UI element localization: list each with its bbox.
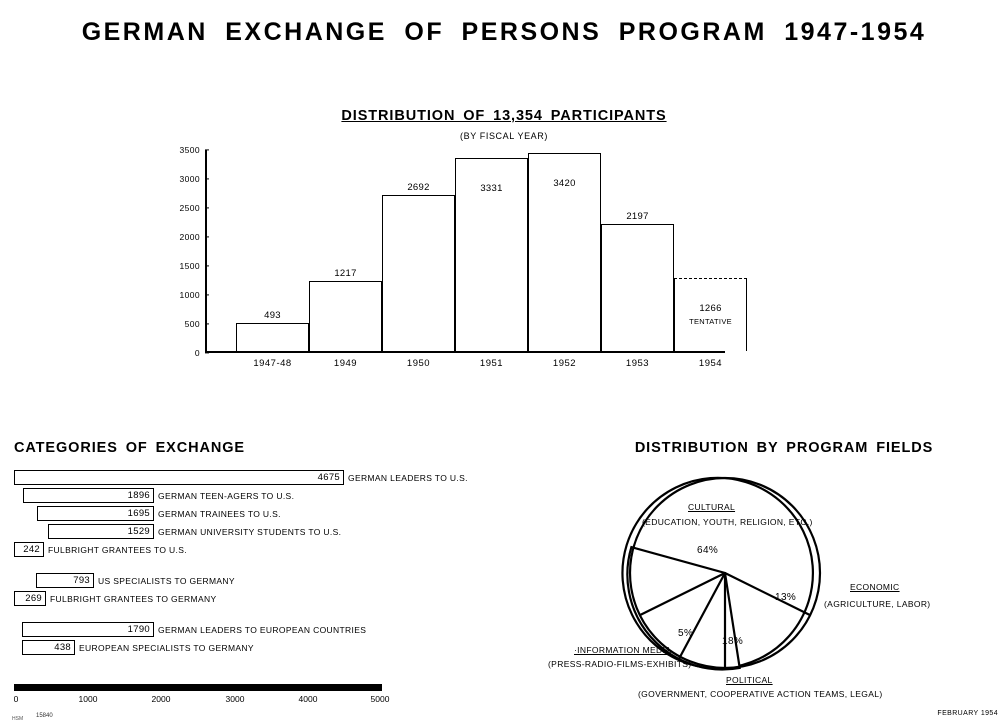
page-title: GERMAN EXCHANGE OF PERSONS PROGRAM 1947-1954 (81, 18, 927, 46)
bar-value-1947-48: 493 (264, 309, 281, 321)
scale-tick-3000: 3000 (225, 694, 245, 704)
category-bar-fulbright-us: 242 (14, 542, 44, 557)
pie-sublabel-information: (PRESS-RADIO-FILMS-EXHIBITS) (548, 659, 692, 669)
y-tick-3500: 3500 (179, 145, 205, 155)
category-row (23, 488, 294, 503)
category-row (36, 573, 235, 588)
bar-1947-48 (236, 309, 309, 370)
bar-chart-plot (179, 145, 732, 370)
category-row (14, 470, 468, 485)
category-row (14, 542, 187, 557)
bar-label-1951: 1951 (479, 358, 504, 370)
category-row (22, 622, 366, 637)
y-tick-500: 500 (185, 319, 205, 329)
footer-code: 15840 (36, 713, 53, 719)
category-label-european-specialists-germany: EUROPEAN SPECIALISTS TO GERMANY (79, 642, 254, 653)
category-label-trainees-us: GERMAN TRAINEES TO U.S. (158, 508, 281, 519)
category-label-fulbright-us: FULBRIGHT GRANTEES TO U.S. (48, 544, 187, 555)
bar-chart-title: DISTRIBUTION OF 13,354 PARTICIPANTS (341, 108, 667, 124)
pie-chart-title: DISTRIBUTION BY PROGRAM FIELDS (634, 440, 934, 456)
pie-label-information: ·INFORMATION MEDIA (574, 645, 672, 655)
bar-1951 (455, 158, 528, 370)
category-bar-trainees-us: 1695 (37, 506, 154, 521)
bar-1952 (528, 153, 601, 370)
category-label-us-specialists-germany: US SPECIALISTS TO GERMANY (98, 575, 235, 586)
pie-sublabel-cultural: (EDUCATION, YOUTH, RELIGION, ETC.) (642, 517, 813, 527)
pie-sublabel-political: (GOVERNMENT, COOPERATIVE ACTION TEAMS, LEGAL) (638, 689, 883, 699)
bar-value-1953: 2197 (626, 211, 649, 223)
category-bar-university-students-us: 1529 (48, 524, 154, 539)
y-tick-2500: 2500 (179, 203, 205, 213)
category-row (14, 591, 216, 606)
bar-chart-section (0, 100, 1008, 390)
footer-code2: HSM (12, 716, 24, 722)
pie-pct-economic: 13% (775, 592, 797, 603)
category-label-german-leaders-us: GERMAN LEADERS TO U.S. (348, 472, 468, 483)
y-tick-2000: 2000 (179, 232, 205, 242)
pie-label-political: POLITICAL (726, 675, 773, 685)
bar-value-1954: 1266 (699, 303, 722, 315)
categories-title: CATEGORIES OF EXCHANGE (14, 440, 245, 456)
bar-value-1951: 3331 (480, 183, 503, 195)
pie-chart-section (548, 440, 1008, 710)
categories-section (14, 440, 468, 660)
category-row (22, 640, 254, 655)
bar-1950 (382, 182, 455, 370)
bar-note-tentative: TENTATIVE (689, 317, 732, 327)
bar-value-1950: 2692 (407, 182, 430, 194)
pie-label-economic: ECONOMIC (850, 582, 900, 592)
category-label-teenagers-us: GERMAN TEEN-AGERS TO U.S. (158, 490, 295, 501)
pie-sublabel-economic: (AGRICULTURE, LABOR) (824, 599, 931, 609)
category-bar-leaders-europe: 1790 (22, 622, 154, 637)
scale-bar (14, 684, 382, 691)
pie-pct-cultural: 64% (697, 545, 719, 556)
category-label-leaders-europe: GERMAN LEADERS TO EUROPEAN COUNTRIES (158, 624, 367, 635)
category-row (37, 506, 281, 521)
bar-value-1949: 1217 (334, 267, 357, 279)
footer-date: FEBRUARY 1954 (937, 710, 998, 717)
bar-1954 (674, 278, 747, 370)
y-tick-3000: 3000 (179, 174, 205, 184)
bar-label-1950: 1950 (406, 358, 431, 370)
category-bar-fulbright-germany: 269 (14, 591, 46, 606)
categories-scale (13, 684, 390, 710)
category-bar-us-specialists-germany: 793 (36, 573, 94, 588)
x-axis (205, 351, 725, 353)
scale-tick-4000: 4000 (298, 694, 318, 704)
category-row (48, 524, 341, 539)
bar-label-1954: 1954 (698, 358, 723, 370)
pie-pct-information: 5% (678, 628, 694, 639)
category-bar-teenagers-us: 1896 (23, 488, 154, 503)
category-label-university-students-us: GERMAN UNIVERSITY STUDENTS TO U.S. (158, 526, 342, 537)
bar-label-1947-48: 1947-48 (253, 358, 292, 370)
scale-tick-2000: 2000 (151, 694, 171, 704)
scale-tick-1000: 1000 (78, 694, 98, 704)
y-tick-0: 0 (195, 348, 205, 358)
bar-value-1952: 3420 (553, 178, 576, 190)
bar-1949 (309, 267, 382, 370)
pie-pct-political: 18% (722, 636, 744, 647)
category-label-fulbright-germany: FULBRIGHT GRANTEES TO GERMANY (50, 593, 217, 604)
category-bar-european-specialists-germany: 438 (22, 640, 75, 655)
category-bar-german-leaders-us: 4675 (14, 470, 344, 485)
scale-tick-5000: 5000 (370, 694, 390, 704)
bar-label-1949: 1949 (333, 358, 358, 370)
bar-chart-subtitle: (BY FISCAL YEAR) (460, 131, 548, 141)
bar-label-1953: 1953 (625, 358, 650, 370)
pie-label-cultural: CULTURAL (688, 502, 736, 512)
scale-tick-0: 0 (13, 694, 19, 704)
categories-rows (14, 470, 468, 660)
bar-label-1952: 1952 (552, 358, 577, 370)
y-tick-1000: 1000 (179, 290, 205, 300)
bar-1953 (601, 211, 674, 370)
y-tick-1500: 1500 (179, 261, 205, 271)
